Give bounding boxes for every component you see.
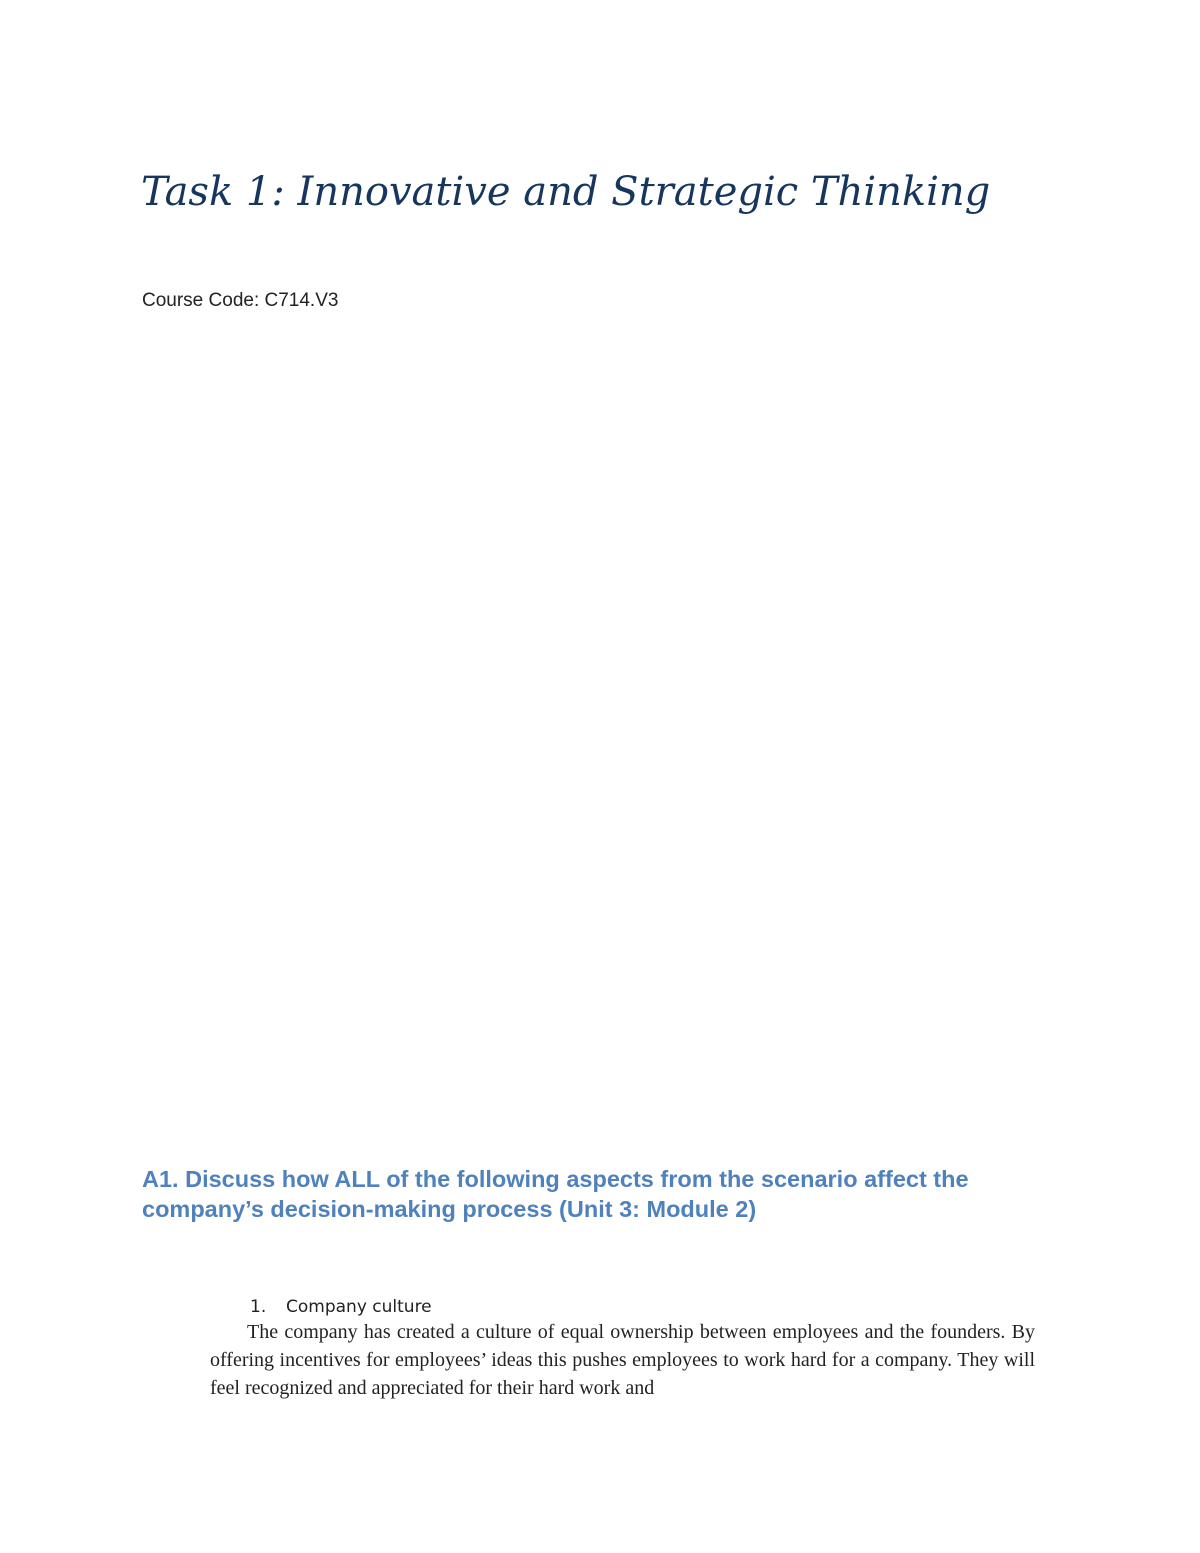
- section-heading: A1. Discuss how ALL of the following aspects from the scenario affect the company’s decision-making process (Unit 3: Module 2): [142, 1166, 969, 1222]
- body-paragraph: The company has created a culture of equal ownership between employees and the founders. By offering incentives for employees’ ideas this pushes employees to work hard for a company. They will feel recognized and appreciated for their hard work and: [210, 1321, 1035, 1399]
- list-item-number: 1.: [250, 1297, 267, 1317]
- course-code: Course Code: C714.V3: [142, 290, 339, 311]
- document-title: Task 1: Innovative and Strategic Thinking: [141, 169, 991, 215]
- list-item: [250, 1294, 432, 1320]
- list-item-label: Company culture: [286, 1297, 432, 1317]
